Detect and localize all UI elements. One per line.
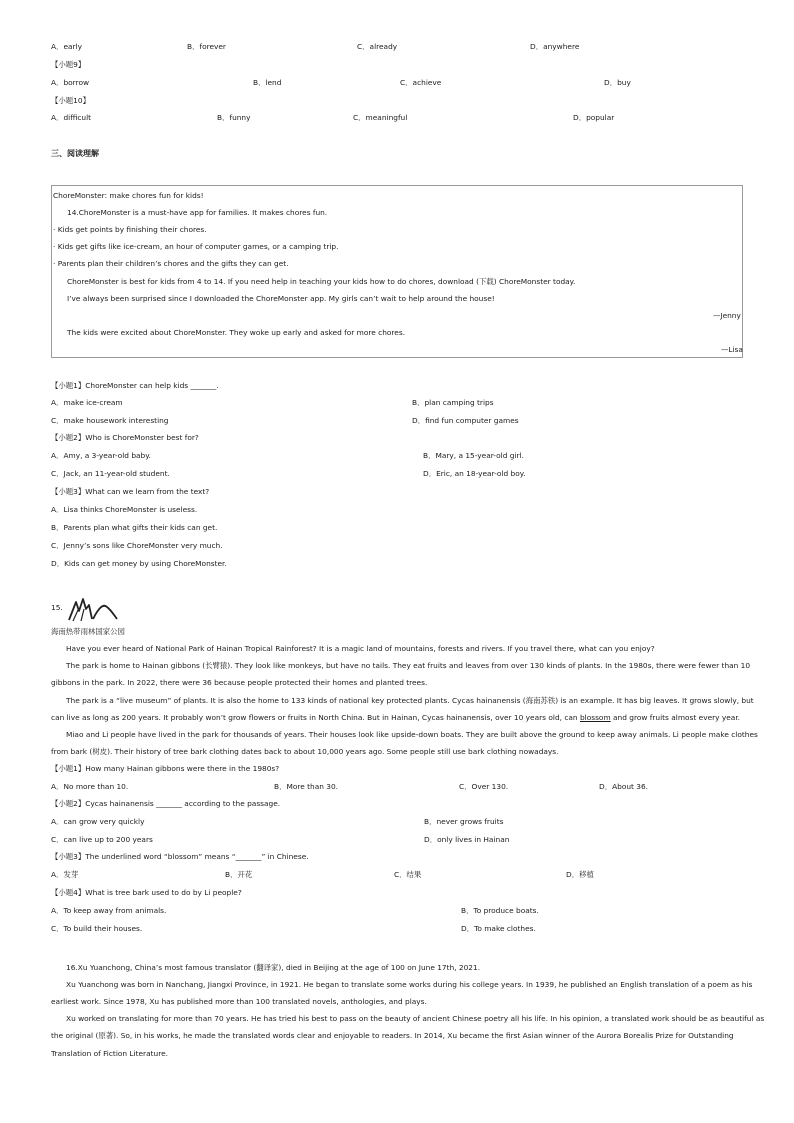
passage-line: Xu worked on translating for more than 70 years. He has tried his best to pass on the beauty of ancient Chinese poetry all his life. In his opinion, a translated work should be as beautiful as	[66, 1014, 765, 1023]
park-logo-icon	[67, 597, 119, 623]
option-a: A．borrow	[51, 78, 90, 87]
option-b: B．开花	[225, 870, 253, 879]
option-a: A．difficult	[51, 113, 92, 122]
option-c: C．Over 130.	[459, 782, 509, 791]
option-d: D．移植	[566, 870, 594, 879]
question-text: 【小题1】ChoreMonster can help kids _______.	[51, 381, 219, 390]
passage-line: 14.ChoreMonster is a must-have app for families. It makes chores fun.	[67, 208, 328, 217]
option-c: C．already	[357, 42, 398, 51]
question-label-10: 【小题10】	[51, 96, 90, 105]
option-d: D．To make clothes.	[461, 924, 536, 933]
question-text: 【小题3】What can we learn from the text?	[51, 487, 210, 496]
underlined-word: blossom	[579, 713, 611, 722]
passage-line: The park is a “live museum” of plants. It is also the home to 133 kinds of national key protected plants. Cycas hainanensis (海南苏铁) is an example. It has big leaves. It grows slowly, but	[66, 696, 754, 705]
passage-number: 15.	[51, 603, 63, 612]
bullet-item: · Kids get gifts like ice-cream, an hour of computer games, or a camping trip.	[53, 242, 339, 251]
passage-line: Xu Yuanchong was born in Nanchang, Jiangxi Province, in 1921. He began to translate some works during his college years. In 1939, he published an English translation of a poem as his	[66, 980, 753, 989]
option-b: B．forever	[187, 42, 226, 51]
option-c: C．To build their houses.	[51, 924, 143, 933]
bullet-item: · Kids get points by finishing their chores.	[53, 225, 207, 234]
option-c: C．Jack, an 11-year-old student.	[51, 469, 170, 478]
option-d: D．popular	[573, 113, 615, 122]
section-heading: 三、阅读理解	[51, 149, 99, 158]
question-text: 【小题2】Who is ChoreMonster best for?	[51, 433, 199, 442]
option-d: D．find fun computer games	[412, 416, 519, 425]
passage-text: can live as long as 200 years. It probably won’t grow flowers or fruits in North China. But in Hainan, Cycas hainanensis, over 10 years old, can	[51, 713, 578, 722]
passage-line: from bark (树皮). Their history of tree bark clothing dates back to about 10,000 years ago. Some people still use bark clothing nowadays.	[51, 747, 559, 756]
review-quote: I’ve always been surprised since I downloaded the ChoreMonster app. My girls can’t wait to help around the house!	[67, 294, 495, 303]
option-c: C．achieve	[400, 78, 442, 87]
park-name: 海南热带雨林国家公园	[51, 627, 125, 636]
option-d: D．About 36.	[599, 782, 649, 791]
review-signature: —Lisa	[721, 345, 743, 354]
option-d: D．anywhere	[530, 42, 580, 51]
option-b: B．Mary, a 15-year-old girl.	[423, 451, 524, 460]
question-text: 【小题2】Cycas hainanensis _______ according to the passage.	[51, 799, 281, 808]
option-a: A．make ice-cream	[51, 398, 123, 407]
bullet-item: · Parents plan their children’s chores and the gifts they can get.	[53, 259, 289, 268]
passage-line: Translation of Fiction Literature.	[51, 1049, 168, 1058]
passage-line: ChoreMonster is best for kids from 4 to 14. If you need help in teaching your kids how to do chores, download (下载) ChoreMonster today.	[67, 277, 576, 286]
option-a: A．To keep away from animals.	[51, 906, 167, 915]
passage-line	[51, 714, 740, 721]
option-d: D．only lives in Hainan	[424, 835, 510, 844]
option-b: B．funny	[217, 113, 251, 122]
question-text: 【小题3】The underlined word “blossom” means “_______” in Chinese.	[51, 852, 309, 861]
passage-line: the original (原著). So, in his works, he made the translated words clear and enjoyable to readers. In 2014, Xu became the first Asian winner of the Aurora Borealis Prize for Outstanding	[51, 1031, 734, 1040]
option-a: A．can grow very quickly	[51, 817, 145, 826]
passage-title: ChoreMonster: make chores fun for kids!	[53, 191, 204, 200]
passage-line: 16.Xu Yuanchong, China’s most famous translator (翻译家), died in Beijing at the age of 100 on June 17th, 2021.	[66, 963, 481, 972]
option-b: B．More than 30.	[274, 782, 339, 791]
option-c: C．make housework interesting	[51, 416, 169, 425]
passage-line: earliest work. Since 1978, Xu has published more than 100 translated novels, anthologies, and plays.	[51, 997, 427, 1006]
option-b: B．Parents plan what gifts their kids can get.	[51, 523, 218, 532]
option-a: A．No more than 10.	[51, 782, 129, 791]
option-d: D．Eric, an 18-year-old boy.	[423, 469, 526, 478]
option-c: C．can live up to 200 years	[51, 835, 153, 844]
option-b: B．never grows fruits	[424, 817, 504, 826]
option-a: A．early	[51, 42, 82, 51]
question-label-9: 【小题9】	[51, 60, 86, 69]
option-d: D．buy	[604, 78, 631, 87]
option-a: A．Lisa thinks ChoreMonster is useless.	[51, 505, 198, 514]
review-signature: —Jenny	[713, 311, 741, 320]
passage-text: and grow fruits almost every year.	[613, 713, 741, 722]
passage-line: The park is home to Hainan gibbons (长臂猿). They look like monkeys, but have no tails. They eat fruits and leaves from over 130 kinds of plants. In the 1980s, there were fewer than 10	[66, 661, 751, 670]
option-c: C．结果	[394, 870, 422, 879]
passage-line: Miao and Li people have lived in the park for thousands of years. Their houses look like upside-down boats. They are built above the ground to keep away animals. Li people make clothes	[66, 730, 758, 739]
option-c: C．meaningful	[353, 113, 408, 122]
option-c: C．Jenny’s sons like ChoreMonster very much.	[51, 541, 223, 550]
option-b: B．lend	[253, 78, 282, 87]
option-b: B．To produce boats.	[461, 906, 539, 915]
review-quote: The kids were excited about ChoreMonster. They woke up early and asked for more chores.	[67, 328, 406, 337]
question-text: 【小题4】What is tree bark used to do by Li people?	[51, 888, 242, 897]
option-b: B．plan camping trips	[412, 398, 494, 407]
passage-line: gibbons in the park. In 2022, there were 36 because people protected their homes and planted trees.	[51, 678, 428, 687]
option-d: D．Kids can get money by using ChoreMonster.	[51, 559, 227, 568]
question-text: 【小题1】How many Hainan gibbons were there in the 1980s?	[51, 764, 280, 773]
option-a: A．发芽	[51, 870, 79, 879]
passage-line: Have you ever heard of National Park of Hainan Tropical Rainforest? It is a magic land of mountains, forests and rivers. If you travel there, what can you enjoy?	[66, 644, 655, 653]
option-a: A．Amy, a 3-year-old baby.	[51, 451, 151, 460]
